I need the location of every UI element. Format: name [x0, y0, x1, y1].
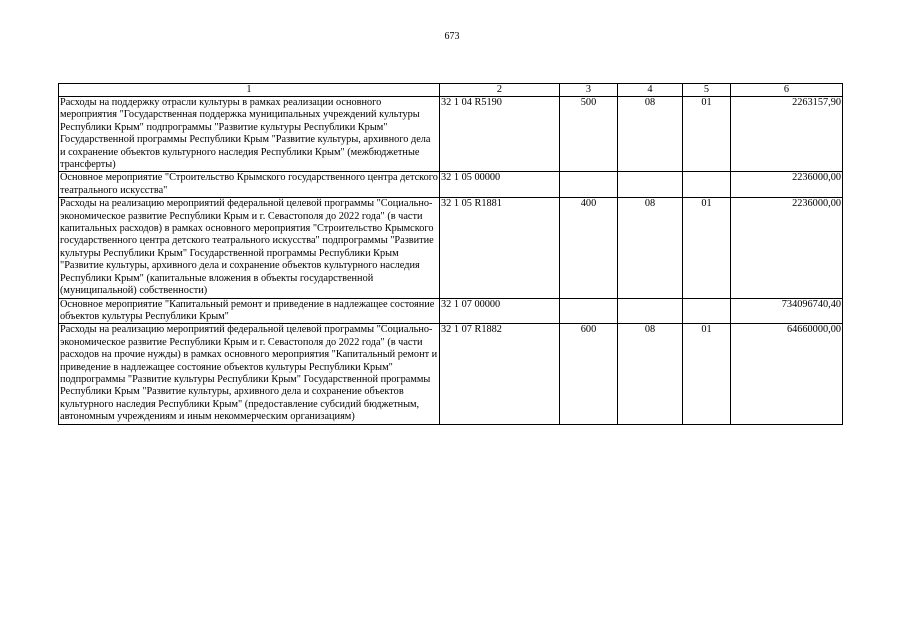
row-amount: 2236000,00: [731, 172, 843, 198]
row-column-3: 600: [560, 324, 618, 424]
row-target-code: 32 1 04 R5190: [440, 97, 560, 172]
column-header: 3: [560, 84, 618, 97]
row-amount: 734096740,40: [731, 298, 843, 324]
row-column-5: 01: [683, 324, 731, 424]
row-column-3: 400: [560, 198, 618, 298]
row-target-code: 32 1 07 R1882: [440, 324, 560, 424]
column-header: 4: [618, 84, 683, 97]
budget-table: [58, 83, 843, 425]
table-header-row: [59, 84, 843, 97]
row-column-3: 500: [560, 97, 618, 172]
table-row: [59, 198, 843, 298]
row-description: Расходы на реализацию мероприятий федеральной целевой программы "Социально-экономическое развитие Республики Крым и г. Севастополя до 2022 года" (в части капитальных расходов) в рамках основного мероприятия "Строительство Крымского государственного центра детского театрального искусства" подпрограммы "Развитие культуры Республики Крым" Государственной программы Республики Крым "Развитие культуры, архивного дела и сохранение объектов культурного наследия Республики Крым" (капитальные вложения в объекты государственной (муниципальной) собственности): [59, 198, 440, 298]
row-description: Расходы на реализацию мероприятий федеральной целевой программы "Социально-экономическое развитие Республики Крым и г. Севастополя до 2022 года" (в части расходов на прочие нужды) в рамках основного мероприятия "Капитальный ремонт и приведение в надлежащее состояние объектов культуры Республики Крым" подпрограммы "Развитие культуры Республики Крым" Государственной программы Республики Крым "Развитие культуры, архивного дела и сохранение объектов культурного наследия Республики Крым" (предоставление субсидий бюджетным, автономным учреждениям и иным некоммерческим организациям): [59, 324, 440, 424]
row-column-4: 08: [618, 198, 683, 298]
row-target-code: 32 1 05 R1881: [440, 198, 560, 298]
table-row: [59, 298, 843, 324]
row-column-5: 01: [683, 198, 731, 298]
row-amount: 64660000,00: [731, 324, 843, 424]
row-target-code: 32 1 07 00000: [440, 298, 560, 324]
column-header: 2: [440, 84, 560, 97]
row-column-5: [683, 172, 731, 198]
row-target-code: 32 1 05 00000: [440, 172, 560, 198]
column-header: 6: [731, 84, 843, 97]
row-column-4: [618, 298, 683, 324]
table-row: [59, 324, 843, 424]
row-column-3: [560, 298, 618, 324]
row-column-5: [683, 298, 731, 324]
row-column-4: [618, 172, 683, 198]
row-column-3: [560, 172, 618, 198]
row-amount: 2236000,00: [731, 198, 843, 298]
page-number: 673: [444, 31, 460, 42]
table-row: [59, 97, 843, 172]
column-header: 5: [683, 84, 731, 97]
row-description: Расходы на поддержку отрасли культуры в рамках реализации основного мероприятия "Государственная поддержка муниципальных учреждений культуры Республики Крым" подпрограммы "Развитие культуры Республики Крым" Государственной программы Республики Крым "Развитие культуры, архивного дела и сохранение объектов культурного наследия Республики Крым" (межбюджетные трансферты): [59, 97, 440, 172]
table-row: [59, 172, 843, 198]
column-header: 1: [59, 84, 440, 97]
row-amount: 2263157,90: [731, 97, 843, 172]
row-column-5: 01: [683, 97, 731, 172]
row-column-4: 08: [618, 97, 683, 172]
row-description: Основное мероприятие "Строительство Крымского государственного центра детского театрального искусства": [60, 172, 438, 196]
row-column-4: 08: [618, 324, 683, 424]
row-description: Основное мероприятие "Капитальный ремонт и приведение в надлежащее состояние объектов культуры Республики Крым": [59, 298, 440, 324]
